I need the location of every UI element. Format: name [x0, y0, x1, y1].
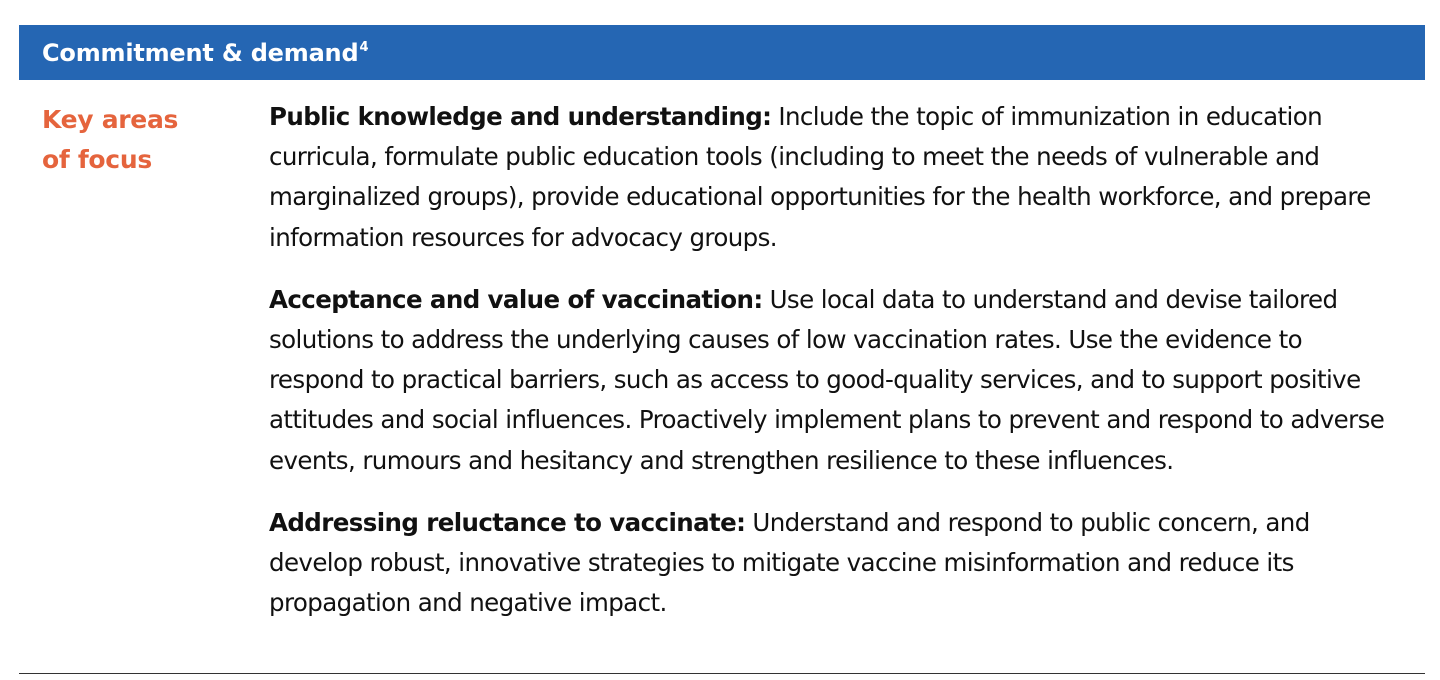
- focus-item-heading: Addressing reluctance to vaccinate:: [269, 507, 746, 537]
- section-title-text: Commitment & demand: [42, 38, 359, 67]
- bottom-divider: [19, 673, 1425, 674]
- key-areas-label-line2: of focus: [42, 145, 152, 174]
- commitment-demand-panel: [19, 25, 1425, 672]
- focus-item-text: Include the topic of immunization in education curricula, formulate public education tools (including to meet the needs of vulnerable and marginalized groups), provide educational opportunities for the health workforce, and prepare information resources for advocacy groups.: [269, 102, 1371, 252]
- focus-items-list: [269, 97, 1399, 645]
- key-areas-label-line1: Key areas: [42, 105, 179, 134]
- content-row: [19, 80, 1425, 672]
- focus-item-acceptance: [269, 280, 1399, 481]
- focus-item-text: Understand and respond to public concern, and develop robust, innovative strategies to mitigate vaccine misinformation and reduce its propagation and negative impact.: [269, 507, 1310, 618]
- key-areas-label: [42, 100, 242, 180]
- focus-item-text: Use local data to understand and devise tailored solutions to address the underlying causes of low vaccination rates. Use the evidence to respond to practical barriers, such as access to good-quality services, and to support positive attitudes and social influences. Proactively implement plans to prevent and respond to adverse events, rumours and hesitancy and strengthen resilience to these influences.: [269, 284, 1385, 475]
- section-header-bar: [19, 25, 1425, 80]
- focus-item-heading: Public knowledge and understanding:: [269, 102, 772, 131]
- focus-item-reluctance: [269, 503, 1399, 624]
- footnote-marker: 4: [359, 39, 369, 55]
- focus-item-heading: Acceptance and value of vaccination:: [269, 284, 763, 314]
- section-title: [42, 39, 368, 67]
- focus-item-public-knowledge: [269, 97, 1399, 258]
